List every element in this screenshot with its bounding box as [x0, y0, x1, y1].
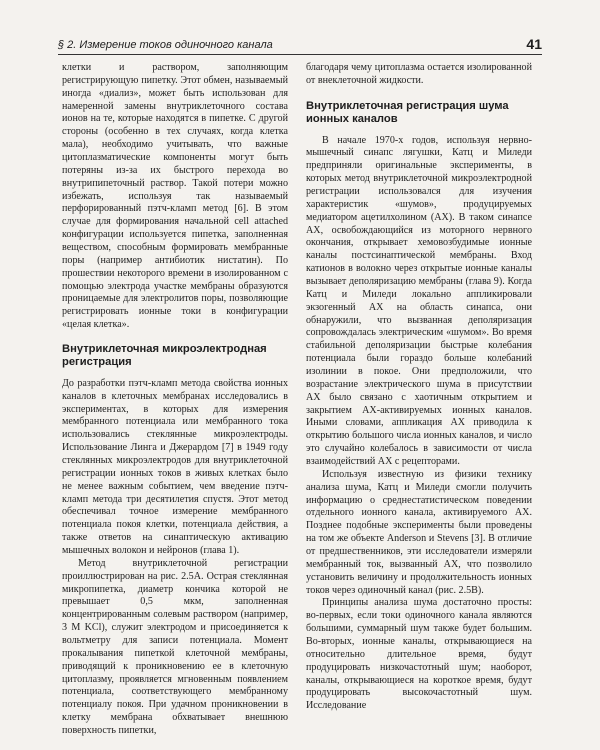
- page-header: [58, 32, 542, 55]
- page-number: 41: [526, 36, 542, 52]
- paragraph: Используя известную из физики технику анализа шума, Катц и Миледи смогли получить информацию о среднестатистическом поведении отдельного ионного канала, активируемого АХ. Позднее подобные эксперименты были проведены на том же объекте Anderson и Stevens [3]. В отличие от предшественников, эти исследователи измеряли мембранный ток, вызванный АХ, что позволило установить величину и продолжительность ионных токов через одиночный канал (рис. 2.5В).: [306, 468, 532, 596]
- running-title: § 2. Измерение токов одиночного канала: [58, 39, 273, 51]
- paragraph: В начале 1970-х годов, используя нервно-мышечный синапс лягушки, Катц и Миледи предприняли оригинальные эксперименты, в которых метод внутриклеточной микроэлектродной регистрации использовался для изучения характеристик «шумов», продуцируемых медиатором ацетилхолином (АХ). В таком синапсе АХ, освобождающийся из моторного нервного окончания, открывает хемовозбудимые ионные каналы постсинаптической мембраны. Вход катионов в волокно через открытые ионные каналы вызывает деполяризацию мембраны (глава 9). Когда Катц и Миледи локально аппликировали экзогенный АХ на область синапса, они обнаружили, что вызванная деполяризация сопровождалась электрическим «шумом». Во время стабильной деполяризации быстрые колебания потенциала были гораздо больше колебаний изолинии в покое. Они предположили, что возрастание электрического шума в присутствии АХ было связано с хаотичным открытием и закрытием АХ-активируемых ионных каналов. Иными словами, аппликация АХ приводила к открытию большого числа ионных каналов, и число это случайно колебалось в зависимости от числа взаимодействий АХ с рецепторами.: [306, 134, 532, 468]
- section-heading: Внутриклеточная регистрация шума ионных каналов: [306, 99, 509, 126]
- paragraph: До разработки пэтч-кламп метода свойства ионных каналов в клеточных мембранах исследовались в экспериментах, в которых для измерения мембранного потенциала или мембранного тока использовались стеклянные микроэлектроды. Использование Линга и Джерардом [7] в 1949 году стеклянных микроэлектродов для внутриклеточной регистрации ионных токов в живых клетках было не менее важным событием, чем введение пэтч-кламп метода три десятилетия спустя. Этот метод обеспечивал точное измерение мембранного потенциала покоя клетки, потенциала действия, а также ответов на синаптическую активацию мышечных волокон и нейронов (глава 1).: [62, 377, 288, 557]
- right-column: [306, 62, 532, 713]
- paragraph: клетки и раствором, заполняющим регистрирующую пипетку. Этот обмен, называемый иногда «диализ», может быть использован для намеренной замены внутриклеточного состава ионов на те, которые находятся в пипетке. С другой стороны (особенно в тех случаях, когда клетка мала), необходимо учитывать, что важные цитоплазматические компоненты могут быть потеряны из-за их быстрого перехода во внутрипипеточный раствор. Такой потери можно избежать, используя так называемый перфорированный пэтч-кламп метод [6]. В этом случае для формирования начальной cell attached конфигурации используется пипетка, заполненная веществом, способным формировать мембранные поры (например антибиотик нистатин). По прошествии некоторого времени в изолированном с помощью электрода участке мембраны образуются проницаемые для электролитов поры, позволяющие регистрировать ионные токи в конфигурации «целая клетка».: [62, 62, 288, 331]
- paragraph: Принципы анализа шума достаточно просты: во-первых, если токи одиночного канала являются большими, суммарный шум также будет большим. Во-вторых, ионные каналы, открывающиеся на относительно длительное время, будут продуцировать низкочастотный шум; наоборот, каналы, открывающиеся на короткое время, будут продуцировать высокочастотный шум. Исследование: [306, 597, 532, 712]
- left-column: [62, 62, 288, 738]
- paragraph: Метод внутриклеточной регистрации проиллюстрирован на рис. 2.5А. Острая стеклянная микропипетка, диаметр кончика которой не превышает 0,5 мкм, заполненная концентрированным солевым раствором (например, 3 М KCl), служит электродом и присоединяется к вольтметру для записи потенциала. Момент прокалывания пипеткой клеточной мембраны, приводящий к проникновению ее в клеточную цитоплазму, проявляется мгновенным появлением потенциала, соответствующего мембранному потенциалу покоя. При удачном проникновении в клетку мембрана обхватывает внешнюю поверхность пипетки,: [62, 557, 288, 737]
- paragraph: благодаря чему цитоплазма остается изолированной от внеклеточной жидкости.: [306, 62, 532, 86]
- section-heading: Внутриклеточная микроэлектродная регистрация: [62, 343, 267, 369]
